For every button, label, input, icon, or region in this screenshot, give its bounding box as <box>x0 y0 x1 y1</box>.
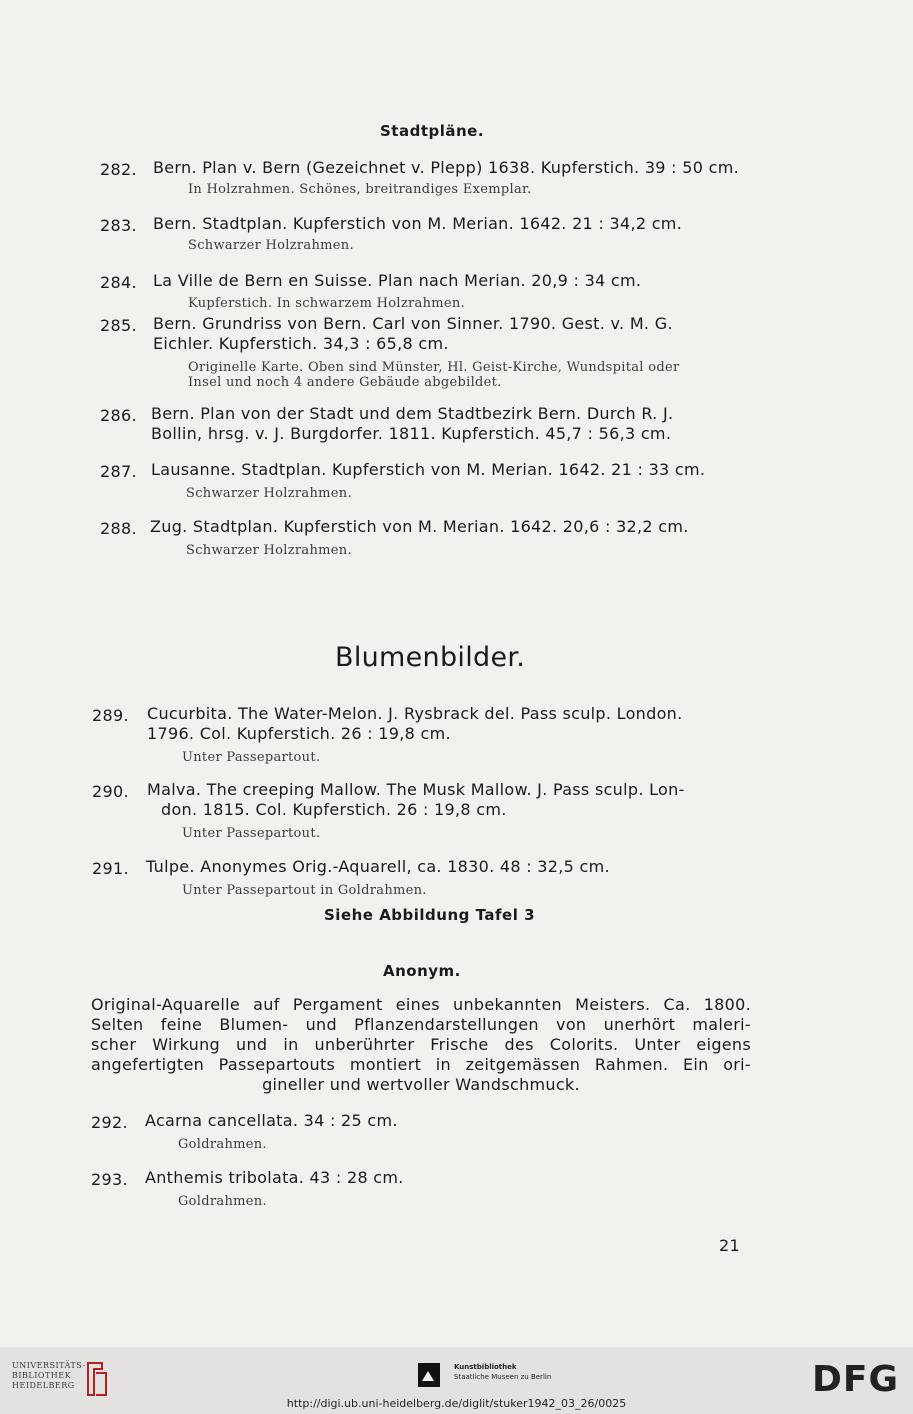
entry-text: Lausanne. Stadtplan. Kupferstich von M. Merian. 1642. 21 : 33 cm. <box>151 460 706 479</box>
entry-number: 285. <box>100 316 137 335</box>
dfg-logo[interactable]: DFG <box>812 1359 900 1400</box>
entry-number: 290. <box>92 782 129 801</box>
entry-text: don. 1815. Col. Kupferstich. 26 : 19,8 cm. <box>161 800 507 819</box>
entry-note: Goldrahmen. <box>178 1194 267 1209</box>
ub-heidelberg-text <box>12 1361 86 1391</box>
entry-text: Zug. Stadtplan. Kupferstich von M. Merian. 1642. 20,6 : 32,2 cm. <box>150 517 689 536</box>
ub-line: BIBLIOTHEK <box>12 1371 72 1380</box>
entry-number: 284. <box>100 273 137 292</box>
kunstbibliothek-logo-icon[interactable] <box>418 1363 440 1387</box>
paragraph-line: gineller und wertvoller Wandschmuck. <box>262 1075 580 1094</box>
entry-note: Originelle Karte. Oben sind Münster, Hl. Geist-Kirche, Wundspital oder <box>188 360 680 375</box>
footer-bar <box>0 1347 913 1414</box>
entry-note: In Holzrahmen. Schönes, breitrandiges Exemplar. <box>188 182 532 197</box>
section-heading-anonym: Anonym. <box>383 962 461 980</box>
entry-number: 292. <box>91 1113 128 1132</box>
ub-heidelberg-logo-icon[interactable] <box>82 1359 112 1399</box>
entry-note: Unter Passepartout. <box>182 826 321 841</box>
entry-text: Bern. Plan von der Stadt und dem Stadtbezirk Bern. Durch R. J. <box>151 404 674 423</box>
paragraph-line: Selten feine Blumen- und Pflanzendarstellungen von unerhört maleri- <box>91 1015 751 1034</box>
entry-note: Schwarzer Holzrahmen. <box>186 543 352 558</box>
entry-text: Acarna cancellata. 34 : 25 cm. <box>145 1111 398 1130</box>
entry-note: Goldrahmen. <box>178 1137 267 1152</box>
section-heading-stadtplaene: Stadtpläne. <box>380 122 485 140</box>
entry-text: Anthemis tribolata. 43 : 28 cm. <box>145 1168 404 1187</box>
entry-text: Bern. Plan v. Bern (Gezeichnet v. Plepp) 1638. Kupferstich. 39 : 50 cm. <box>153 158 739 177</box>
entry-number: 286. <box>100 406 137 425</box>
entry-text: Eichler. Kupferstich. 34,3 : 65,8 cm. <box>153 334 449 353</box>
entry-note: Unter Passepartout in Goldrahmen. <box>182 883 427 898</box>
paragraph-line: scher Wirkung und in unberührter Frische des Colorits. Unter eigens <box>91 1035 751 1054</box>
entry-number: 282. <box>100 160 137 179</box>
entry-text: Malva. The creeping Mallow. The Musk Mallow. J. Pass sculp. Lon- <box>147 780 685 799</box>
entry-number: 289. <box>92 706 129 725</box>
entry-note: Schwarzer Holzrahmen. <box>188 238 354 253</box>
entry-number: 291. <box>92 859 129 878</box>
entry-note: Kupferstich. In schwarzem Holzrahmen. <box>188 296 466 311</box>
entry-number: 283. <box>100 216 137 235</box>
entry-text: Bern. Stadtplan. Kupferstich von M. Merian. 1642. 21 : 34,2 cm. <box>153 214 683 233</box>
section-heading-blumenbilder: Blumenbilder. <box>335 642 526 673</box>
entry-number: 293. <box>91 1170 128 1189</box>
figure-reference: Siehe Abbildung Tafel 3 <box>324 906 536 924</box>
kunstbibliothek-title: Kunstbibliothek <box>454 1363 517 1371</box>
paragraph-line: angefertigten Passepartouts montiert in zeitgemässen Rahmen. Ein ori- <box>91 1055 751 1074</box>
paragraph-line: Original-Aquarelle auf Pergament eines unbekannten Meisters. Ca. 1800. <box>91 995 751 1014</box>
entry-note: Unter Passepartout. <box>182 750 321 765</box>
ub-line: UNIVERSITÄTS- <box>12 1361 86 1370</box>
anonym-paragraph <box>91 995 751 1095</box>
entry-text: La Ville de Bern en Suisse. Plan nach Merian. 20,9 : 34 cm. <box>153 271 642 290</box>
entry-number: 288. <box>100 519 137 538</box>
source-url[interactable]: http://digi.ub.uni-heidelberg.de/diglit/stuker1942_03_26/0025 <box>286 1397 627 1410</box>
entry-text: Bollin, hrsg. v. J. Burgdorfer. 1811. Kupferstich. 45,7 : 56,3 cm. <box>151 424 672 443</box>
page-number: 21 <box>719 1236 740 1255</box>
ub-line: HEIDELBERG <box>12 1381 75 1390</box>
entry-number: 287. <box>100 462 137 481</box>
entry-note: Schwarzer Holzrahmen. <box>186 486 352 501</box>
kunstbibliothek-subtitle: Staatliche Museen zu Berlin <box>454 1373 552 1381</box>
entry-text: Bern. Grundriss von Bern. Carl von Sinner. 1790. Gest. v. M. G. <box>153 314 673 333</box>
entry-note: Insel und noch 4 andere Gebäude abgebildet. <box>188 375 502 390</box>
entry-text: 1796. Col. Kupferstich. 26 : 19,8 cm. <box>147 724 451 743</box>
entry-text: Tulpe. Anonymes Orig.-Aquarell, ca. 1830. 48 : 32,5 cm. <box>146 857 610 876</box>
entry-text: Cucurbita. The Water-Melon. J. Rysbrack del. Pass sculp. London. <box>147 704 683 723</box>
